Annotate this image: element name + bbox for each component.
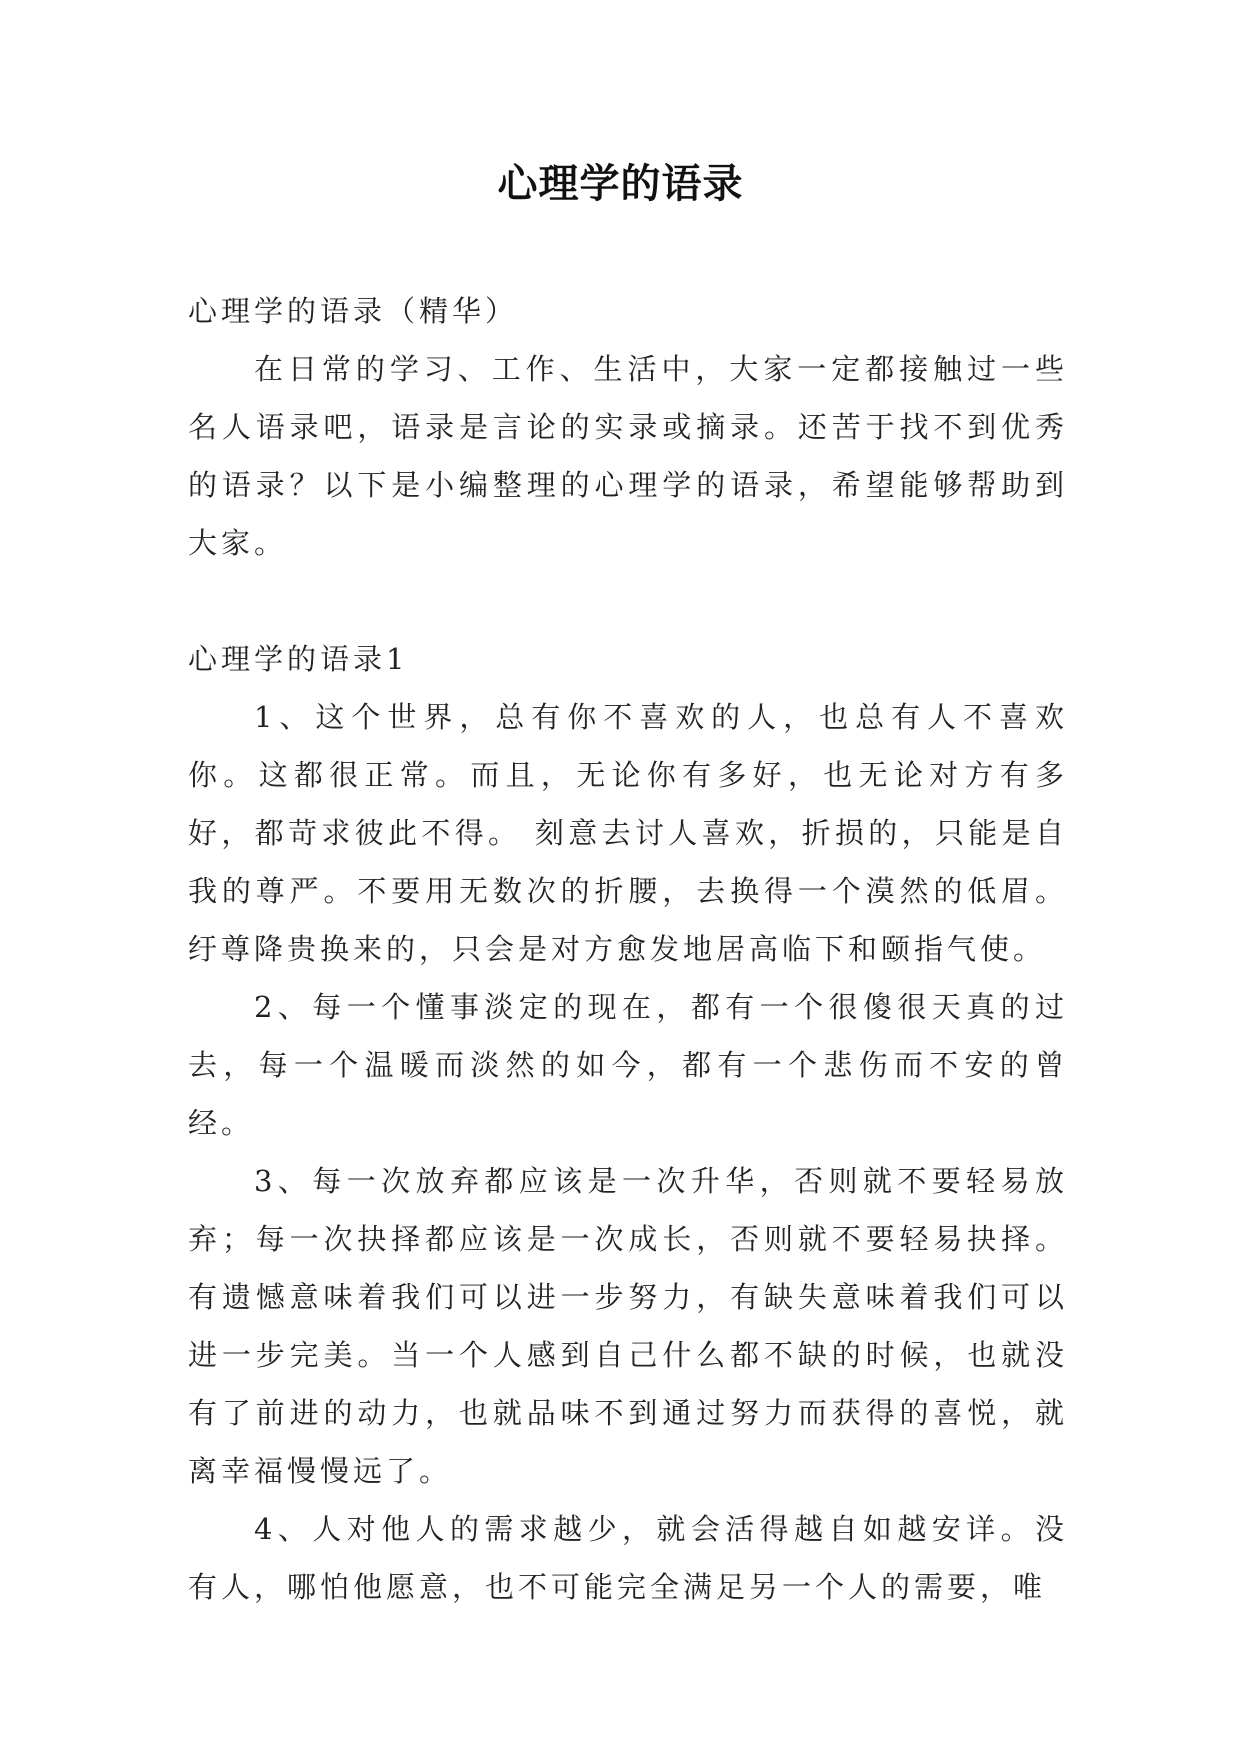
quote-paragraph-1: 1、这个世界，总有你不喜欢的人，也总有人不喜欢你。这都很正常。而且，无论你有多好，也无论对方有多好，都苛求彼此不得。 刻意去讨人喜欢，折损的，只能是自我的尊严。不要用无数次的折腰，去换得一个漠然的低眉。纡尊降贵换来的，只会是对方愈发地居高临下和颐指气使。 xyxy=(188,700,1068,966)
intro-paragraph: 在日常的学习、工作、生活中，大家一定都接触过一些名人语录吧，语录是言论的实录或摘录。还苦于找不到优秀的语录？以下是小编整理的心理学的语录，希望能够帮助到大家。 xyxy=(188,352,1068,560)
quote-paragraph-2: 2、每一个懂事淡定的现在，都有一个很傻很天真的过去，每一个温暖而淡然的如今，都有一个悲伤而不安的曾经。 xyxy=(188,990,1068,1140)
document-subtitle: 心理学的语录（精华） xyxy=(188,294,519,328)
document-body xyxy=(188,282,1068,1616)
quote-paragraph-4: 4、人对他人的需求越少，就会活得越自如越安详。没有人，哪怕他愿意，也不可能完全满足另一个人的需要，唯 xyxy=(188,1512,1068,1604)
section-heading: 心理学的语录1 xyxy=(188,642,409,676)
document-title: 心理学的语录 xyxy=(497,160,744,207)
quote-paragraph-3: 3、每一次放弃都应该是一次升华，否则就不要轻易放弃；每一次抉择都应该是一次成长，否则就不要轻易抉择。有遗憾意味着我们可以进一步努力，有缺失意味着我们可以进一步完美。当一个人感到自己什么都不缺的时候，也就没有了前进的动力，也就品味不到通过努力而获得的喜悦，就离幸福慢慢远了。 xyxy=(188,1164,1068,1488)
paragraph-spacer xyxy=(188,572,1068,630)
